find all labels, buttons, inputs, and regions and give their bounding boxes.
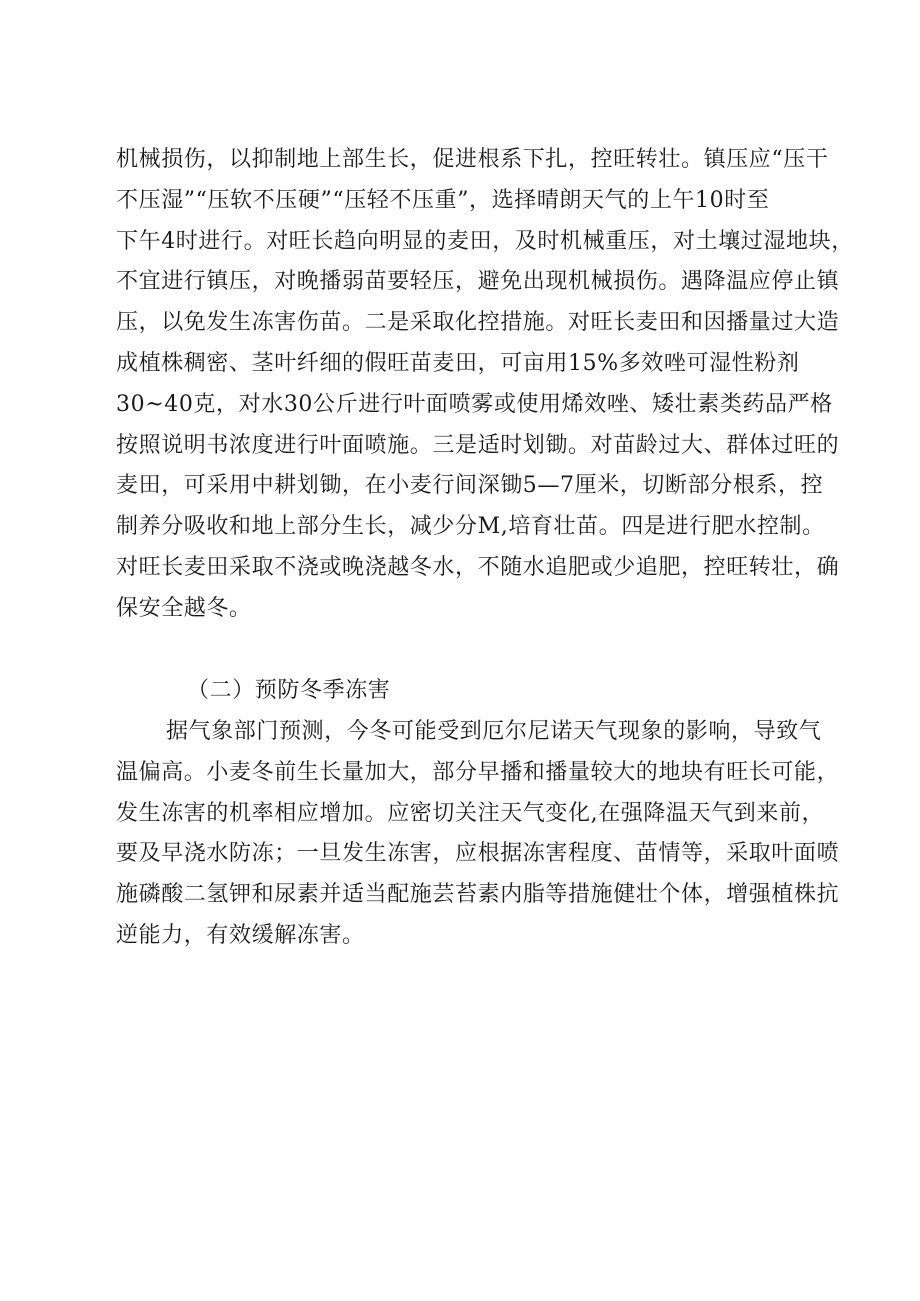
text-line: 麦田，可采用中耕划锄，在小麦行间深锄5—7厘米，切断部分根系，控 [116,473,824,499]
text-line: 压，以免发生冻害伤苗。二是采取化控措施。对旺长麦田和因播量过大造 [116,310,840,336]
paragraph-control-growth [116,140,854,630]
text-line: 逆能力，有效缓解冻害。 [116,922,365,948]
text-line: 发生冻害的机率相应增加。应密切关注天气变化,在强降温天气到来前， [116,800,825,826]
text-line: 30~40克，对水30公斤进行叶面喷雾或使用烯效唑、矮壮素类药品严格 [116,391,833,417]
text-line: 据气象部门预测，今冬可能受到厄尔尼诺天气现象的影响，导致气 [166,719,822,744]
text-line: 保安全越冬。 [116,595,252,621]
text-line: 要及早浇水防冻；一旦发生冻害，应根据冻害程度、苗情等，采取叶面喷 [116,841,840,867]
text-line: 温偏高。小麦冬前生长量加大，部分早播和播量较大的地块有旺长可能， [116,759,840,785]
text-line: 施磷酸二氢钾和尿素并适当配施芸苔素内脂等措施健壮个体，增强植株抗 [116,882,840,908]
text-line: 按照说明书浓度进行叶面喷施。三是适时划锄。对苗龄过大、群体过旺的 [116,432,840,458]
text-line: 机械损伤，以抑制地上部生长，促进根系下扎，控旺转壮。镇压应“压干 [116,147,829,172]
section-heading [187,671,887,712]
paragraph-frost-prevention [116,712,840,957]
text-line: 制养分吸收和地上部分生长，减少分M,培育壮苗。四是进行肥水控制。 [116,514,825,540]
text-line: 对旺长麦田采取不浇或晚浇越冬水，不随水追肥或少追肥，控旺转壮，确 [116,554,840,580]
text-line: 下午4时进行。对旺长趋向明显的麦田，及时机械重压，对土壤过湿地块， [116,228,854,254]
text-line: 成植株稠密、茎叶纤细的假旺苗麦田，可亩用15%多效唑可湿性粉剂 [116,350,800,376]
text-line: 不宜进行镇压，对晚播弱苗要轻压，避免出现机械损伤。遇降温应停止镇 [116,269,840,295]
section-heading-text: （二）预防冬季冻害 [187,678,391,703]
text-line: 不压湿”“压软不压硬”“压轻不压重”，选择晴朗天气的上午10时至 [116,187,770,213]
